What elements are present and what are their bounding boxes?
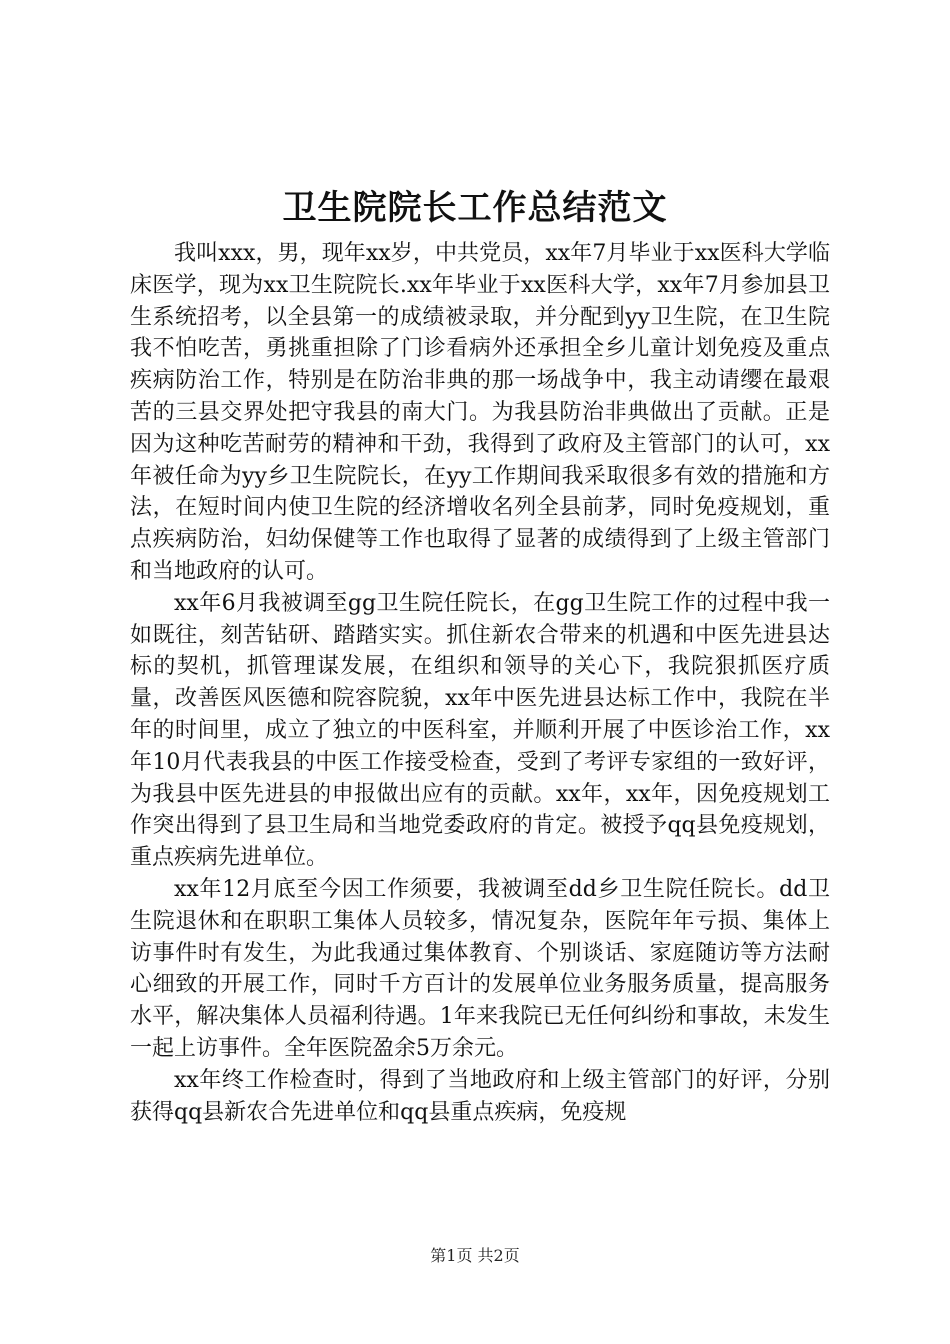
paragraph-1: 我叫xxx，男，现年xx岁，中共党员，xx年7月毕业于xx医科大学临床医学，现为xx卫生院院长.xx年毕业于xx医科大学，xx年7月参加县卫生系统招考，以全县第一的成绩被录取，并分配到yy卫生院，在卫生院我不怕吃苦，勇挑重担除了门诊看病外还承担全乡儿童计划免疫及重点疾病防治工作，特别是在防治非典的那一场战争中，我主动请缨在最艰苦的三县交界处把守我县的南大门。为我县防治非典做出了贡献。正是因为这种吃苦耐劳的精神和干劲，我得到了政府及主管部门的认可，xx年被任命为yy乡卫生院院长，在yy工作期间我采取很多有效的措施和方法，在短时间内使卫生院的经济增收名列全县前茅，同时免疫规划，重点疾病防治，妇幼保健等工作也取得了显著的成绩得到了上级主管部门和当地政府的认可。 <box>130 241 831 584</box>
document-body <box>130 238 830 1128</box>
paragraph-4: xx年终工作检查时，得到了当地政府和上级主管部门的好评，分别获得qq县新农合先进单位和qq县重点疾病，免疫规 <box>130 1067 830 1125</box>
document-title: 卫生院院长工作总结范文 <box>282 188 668 228</box>
page-number-footer: 第1页 共2页 <box>430 1246 520 1265</box>
paragraph-3: xx年12月底至今因工作须要，我被调至dd乡卫生院任院长。dd卫生院退休和在职职工集体人员较多，情况复杂，医院年年亏损、集体上访事件时有发生，为此我通过集体教育、个别谈话、家庭随访等方法耐心细致的开展工作，同时千方百计的发展单位业务服务质量，提高服务水平，解决集体人员福利待遇。1年来我院已无任何纠纷和事故，未发生一起上访事件。全年医院盈余5万余元。 <box>130 876 830 1061</box>
paragraph-2: xx年6月我被调至gg卫生院任院长，在gg卫生院工作的过程中我一如既往，刻苦钻研、踏踏实实。抓住新农合带来的机遇和中医先进县达标的契机，抓管理谋发展，在组织和领导的关心下，我院狠抓医疗质量，改善医风医德和院容院貌，xx年中医先进县达标工作中，我院在半年的时间里，成立了独立的中医科室，并顺利开展了中医诊治工作，xx年10月代表我县的中医工作接受检查，受到了考评专家组的一致好评，为我县中医先进县的申报做出应有的贡献。xx年，xx年，因免疫规划工作突出得到了县卫生局和当地党委政府的肯定。被授予qq县免疫规划，重点疾病先进单位。 <box>130 590 830 871</box>
